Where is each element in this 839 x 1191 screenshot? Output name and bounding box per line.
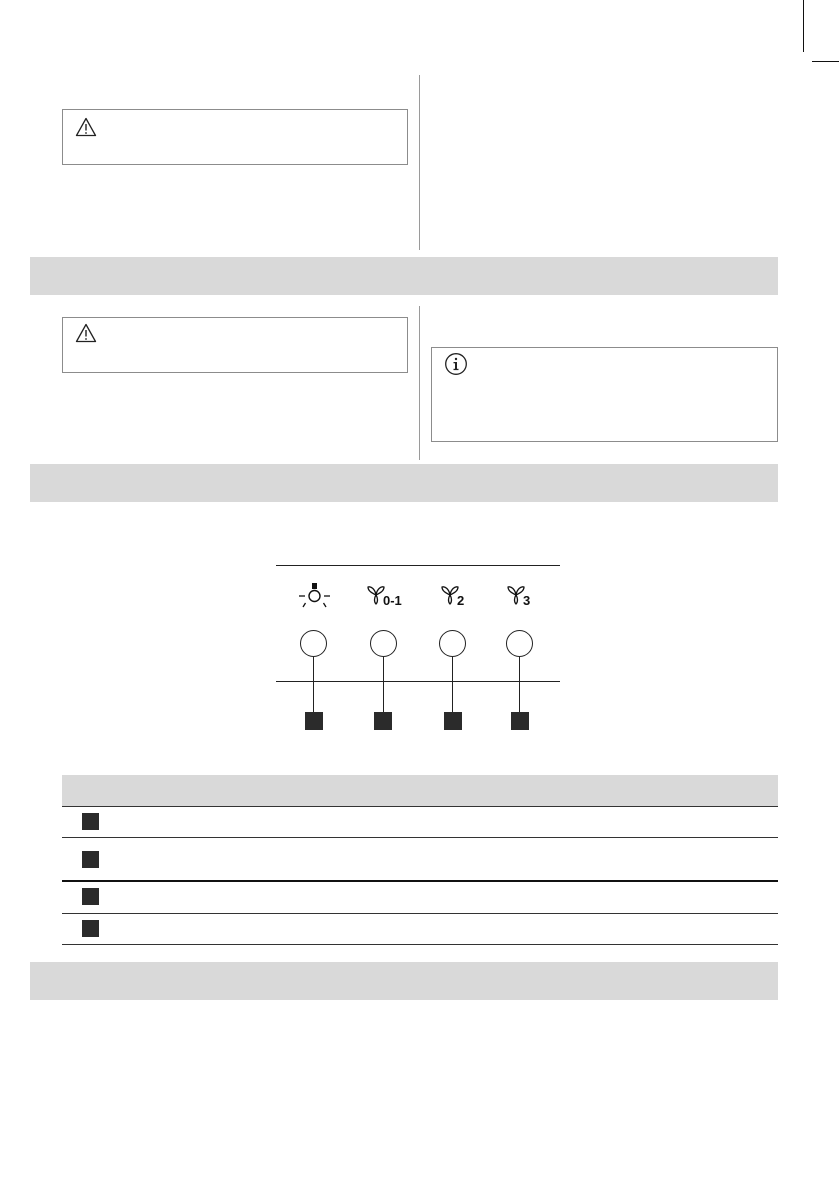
table-rule xyxy=(62,806,778,807)
info-circle-icon xyxy=(444,352,468,376)
table-row-callout-2 xyxy=(82,851,99,868)
fan-speed-2-button[interactable] xyxy=(439,630,466,657)
warning-triangle-icon xyxy=(75,117,97,137)
callout-marker-2 xyxy=(374,712,392,730)
table-rule xyxy=(62,837,778,838)
fan-speed-0-1-button[interactable] xyxy=(370,630,397,657)
fan-speed-2-label xyxy=(440,585,480,611)
section-header-band-2 xyxy=(30,464,778,502)
leader-line-2 xyxy=(383,657,384,712)
light-button[interactable] xyxy=(300,630,327,657)
fan-speed-subscript: 0-1 xyxy=(383,593,402,608)
control-panel-top-edge xyxy=(276,565,560,566)
table-row-callout-3 xyxy=(82,888,99,905)
fan-speed-subscript: 3 xyxy=(523,593,531,608)
callout-marker-3 xyxy=(444,712,462,730)
leader-line-4 xyxy=(519,657,520,712)
warning-box-1 xyxy=(62,109,408,165)
crop-mark-top-right xyxy=(803,0,804,52)
fan-speed-3-label xyxy=(506,585,546,611)
crop-mark-right xyxy=(812,61,839,62)
table-row-callout-4 xyxy=(82,920,99,937)
column-divider-2 xyxy=(419,306,420,460)
fan-speed-0-1-label xyxy=(366,585,426,611)
leader-line-3 xyxy=(452,657,453,712)
table-rule xyxy=(62,944,778,945)
leader-line-1 xyxy=(313,657,314,712)
callout-marker-4 xyxy=(511,712,529,730)
table-rule xyxy=(62,913,778,914)
table-rule xyxy=(62,880,778,882)
callout-marker-1 xyxy=(305,712,323,730)
warning-box-2 xyxy=(62,317,408,373)
table-header xyxy=(62,775,778,806)
warning-triangle-icon xyxy=(75,323,97,343)
fan-speed-3-button[interactable] xyxy=(506,630,533,657)
section-header-band-3 xyxy=(30,962,778,1000)
light-bulb-icon xyxy=(297,583,331,611)
info-box xyxy=(431,347,778,442)
column-divider-1 xyxy=(419,75,420,250)
section-header-band-1 xyxy=(30,257,778,295)
table-row-callout-1 xyxy=(82,813,99,830)
control-panel-bottom-edge xyxy=(276,681,560,682)
fan-speed-subscript: 2 xyxy=(457,593,465,608)
